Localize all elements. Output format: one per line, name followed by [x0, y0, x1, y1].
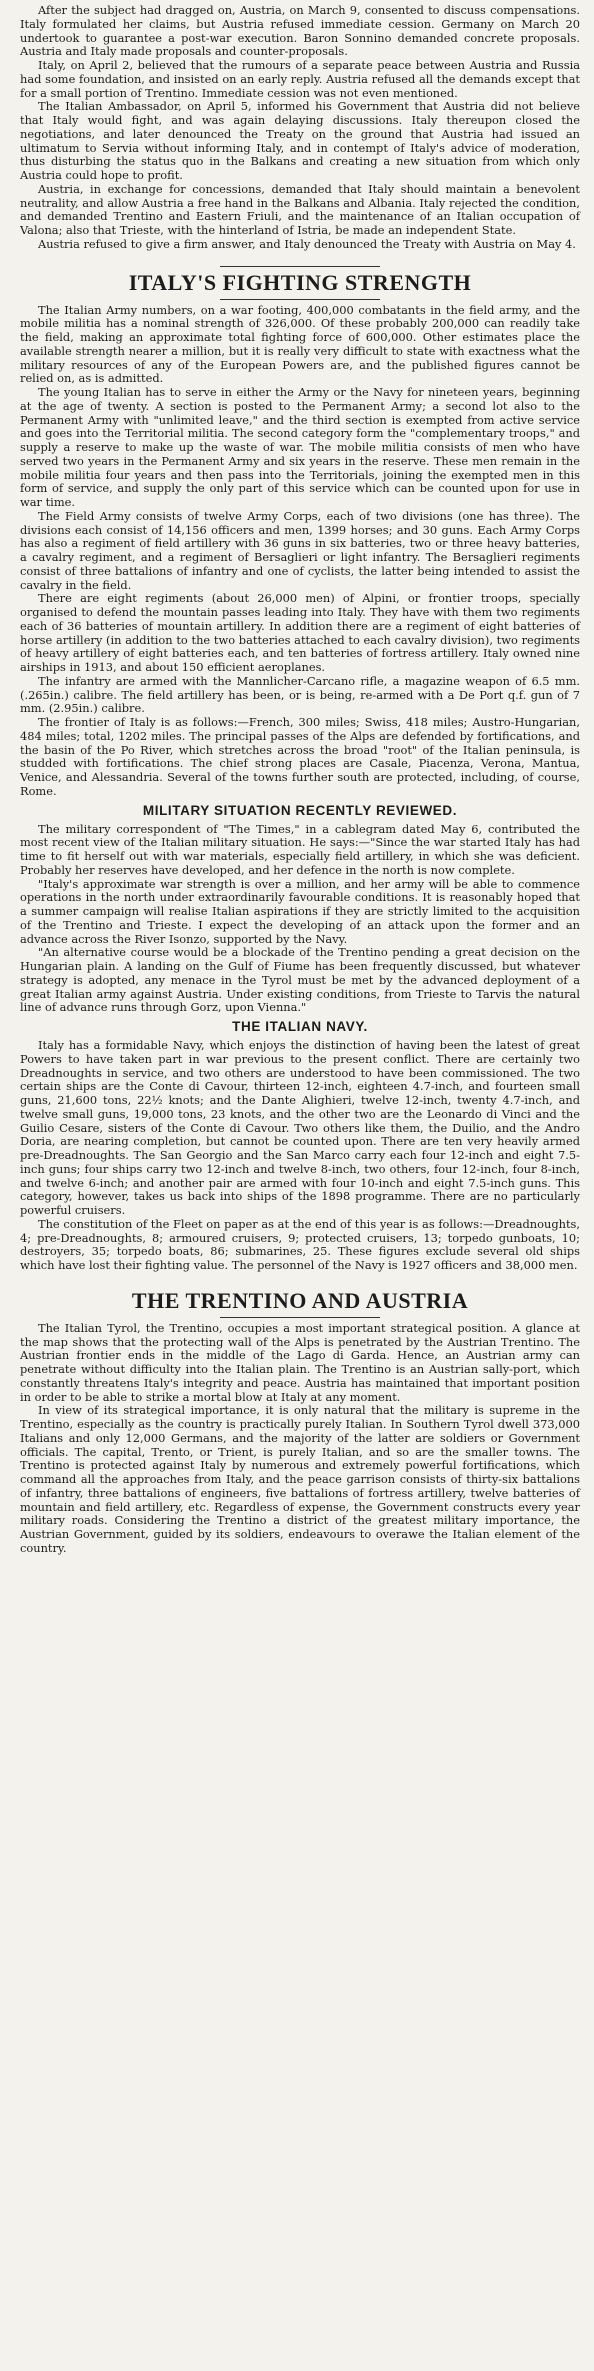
paragraph: The military correspondent of "The Times," in a cablegram dated May 6, contributed the most recent view of the Italian military situation. He says:—"Since the war started Italy has had time to fit herself out with war materials, especially field artillery, in which she was deficient. Probably her reserves have developed, and her defence in the north is now complete.	[20, 821, 580, 877]
paragraph: The young Italian has to serve in either the Army or the Navy for nineteen years, beginning at the age of twenty. A section is posted to the Permanent Army; a second lot also to the Permanent Army with "unlimited leave," and the third section is exempted from active service and goes into the Territorial militia. The second category form the "complementary troops," and supply a reserve to make up the waste of war. The mobile militia consists of men who have served two years in the Permanent Army and six years in the reserve. These men remain in the mobile militia four years and then pass into the Territorials, joining the exempted men in this form of service, and supply the only part of this service which can be counted upon for use in war time.	[20, 385, 580, 509]
negotiations-section	[20, 4, 580, 252]
paragraph: In view of its strategical importance, it is only natural that the military is supreme in the Trentino, especially as the country is practically purely Italian. In Southern Tyrol dwell 373,000 Italians and only 12,000 Germans, and the majority of the latter are soldiers or Government officials. The capital, Trento, or Trient, is purely Italian, and so are the smaller towns. The Trentino is protected against Italy by numerous and extremely powerful fortifications, which command all the approaches from Italy, and the peace garrison consists of thirty-six battalions of infantry, three battalions of engineers, five battalions of fortress artillery, twelve batteries of mountain and field artillery, etc. Regardless of expense, the Government constructs every year military roads. Considering the Trentino a district of the greatest military importance, the Austrian Government, guided by its soldiers, endeavours to overawe the Italian element of the country.	[20, 1403, 580, 1555]
trentino-section	[20, 1289, 580, 1556]
section-heading: MILITARY SITUATION RECENTLY REVIEWED.	[142, 802, 458, 818]
fighting-strength-section	[20, 271, 580, 799]
paragraph: The Italian Army numbers, on a war footing, 400,000 combatants in the field army, and the mobile militia has a nominal strength of 326,000. Of these probably 200,000 can readily take the field, making an approximate total fighting force of 600,000. Other estimates place the available strength nearer a million, but it is really very difficult to state with exactness what the military resources of any of the European Powers are, and the published figures cannot be relied on, as is admitted.	[20, 302, 580, 386]
paragraph: After the subject had dragged on, Austria, on March 9, consented to discuss compensations. Italy formulated her claims, but Austria refused immediate cession. Germany on March 20 undertook to guarantee a post-war execution. Baron Sonnino demanded concrete proposals. Austria and Italy made proposals and counter-proposals.	[20, 3, 580, 59]
paragraph: There are eight regiments (about 26,000 men) of Alpini, or frontier troops, specially organised to defend the mountain passes leading into Italy. They have with them two regiments each of 36 batteries of mountain artillery. In addition there are a regiment of eight batteries of horse artillery (in addition to the two batteries attached to each cavalry division), two regiments of heavy artillery of eight batteries each, and ten batteries of fortress artillery. Italy owned nine airships in 1913, and about 150 efficient aeroplanes.	[20, 591, 580, 674]
section-heading: THE ITALIAN NAVY.	[232, 1019, 368, 1034]
paragraph: The constitution of the Fleet on paper as at the end of this year is as follows:—Dreadnoughts, 4; pre-Dreadnoughts, 8; armoured cruisers, 9; protected cruisers, 13; torpedo gunboats, 10; destroyers, 35; torpedo boats, 86; submarines, 25. These figures exclude several old ships which have lost their fighting value. The personnel of the Navy is 1927 officers and 38,000 men.	[20, 1216, 580, 1272]
paragraph: "Italy's approximate war strength is over a million, and her army will be able to commence operations in the north under extraordinarily favourable conditions. It is reasonably hoped that a summer campaign will realise Italian aspirations if they are strictly limited to the acquisition of the Trentino and Trieste. I expect the developing of an attack upon the former and an advance across the River Isonzo, supported by the Navy.	[20, 876, 580, 946]
paragraph: The infantry are armed with the Mannlicher-Carcano rifle, a magazine weapon of 6.5 mm. (.265in.) calibre. The field artillery has been, or is being, re-armed with a De Port q.f. gun of 7 mm. (2.95in.) calibre.	[20, 673, 580, 716]
paragraph: Italy has a formidable Navy, which enjoys the distinction of having been the latest of great Powers to have taken part in war previous to the present conflict. There are certainly two Dreadnoughts in service, and two others are understood to have been commissioned. The two certain ships are the Conte di Cavour, thirteen 12-inch, eighteen 4.7-inch, and fourteen small guns, 21,600 tons, 22½ knots; and the Dante Alighieri, twelve 12-inch, twenty 4.7-inch, and twelve small guns, 19,000 tons, 23 knots, and the other two are the Leonardo di Vinci and the Guilio Cesare, sisters of the Conte di Cavour. Two others like them, the Duilio, and the Andro Doria, are nearing completion, but cannot be counted upon. There are ten very heavily armed pre-Dreadnoughts. The San Georgio and the San Marco carry each four 12-inch and eight 7.5-inch guns; four ships carry two 12-inch and twelve 8-inch, two others, four 12-inch, four 8-inch, and twelve 6-inch; and another pair are armed with four 10-inch and eight 7.5-inch guns. This category, however, takes us back into ships of the 1898 programme. There are no particularly powerful cruisers.	[20, 1038, 580, 1217]
paragraph: Austria refused to give a firm answer, and Italy denounced the Treaty with Austria on May 4.	[38, 236, 576, 251]
paragraph: Italy, on April 2, believed that the rumours of a separate peace between Austria and Russia had some foundation, and insisted on an early reply. Austria refused all the demands except that for a small portion of Trentino. Immediate cession was not even mentioned.	[20, 58, 580, 100]
paragraph: The Italian Tyrol, the Trentino, occupies a most important strategical position. A glance at the map shows that the protecting wall of the Alps is penetrated by the Austrian Trentino. The Austrian frontier ends in the middle of the Lago di Garda. Hence, an Austrian army can penetrate without difficulty into the Italian plain. The Trentino is an Austrian sally-port, which constantly threatens Italy's integrity and peace. Austria has maintained that important position in order to be able to strike a mortal blow at Italy at any moment.	[20, 1320, 580, 1404]
section-heading: ITALY'S FIGHTING STRENGTH	[128, 269, 472, 295]
paragraph: The frontier of Italy is as follows:—French, 300 miles; Swiss, 418 miles; Austro-Hungarian, 484 miles; total, 1202 miles. The principal passes of the Alps are defended by fortifications, and the basin of the Po River, which stretches across the broad "root" of the Italian peninsula, is studded with fortifications. The chief strong places are Casale, Piacenza, Verona, Mantua, Venice, and Alessandria. Several of the towns further south are protected, including, of course, Rome.	[20, 715, 580, 798]
section-heading: THE TRENTINO AND AUSTRIA	[131, 1287, 469, 1313]
paragraph: The Italian Ambassador, on April 5, informed his Government that Austria did not believe that Italy would fight, and was again delaying discussions. Italy thereupon closed the negotiations, and later denounced the Treaty on the ground that Austria had issued an ultimatum to Servia without informing Italy, and in contempt of Italy's advice of moderation, thus disturbing the status quo in the Balkans and creating a new situation from which only Austria could hope to profit.	[20, 99, 580, 182]
paragraph: "An alternative course would be a blockade of the Trentino pending a great decision on the Hungarian plain. A landing on the Gulf of Fiume has been frequently discussed, but whatever strategy is adopted, any menace in the Tyrol must be met by the advanced deployment of a great Italian army against Austria. Under existing conditions, from Trieste to Tarvis the natural line of advance runs through Gorz, upon Vienna."	[20, 945, 580, 1015]
paragraph: The Field Army consists of twelve Army Corps, each of two divisions (one has three). The divisions each consist of 14,156 officers and men, 1399 horses; and 30 guns. Each Army Corps has also a regiment of field artillery with 36 guns in six batteries, two or three heavy batteries, a cavalry regiment, and a regiment of Bersaglieri or light infantry. The Bersaglieri regiments consist of three battalions of infantry and one of cyclists, the latter being intended to assist the cavalry in the field.	[20, 508, 580, 592]
military-situation-section	[20, 803, 580, 1016]
italian-navy-section	[20, 1019, 580, 1273]
paragraph: Austria, in exchange for concessions, demanded that Italy should maintain a benevolent neutrality, and allow Austria a free hand in the Balkans and Albania. Italy rejected the condition, and demanded Trentino and Eastern Friuli, and the maintenance of an Italian occupation of Valona; also that Trieste, with the hinterland of Istria, be made an independent State.	[20, 181, 580, 237]
